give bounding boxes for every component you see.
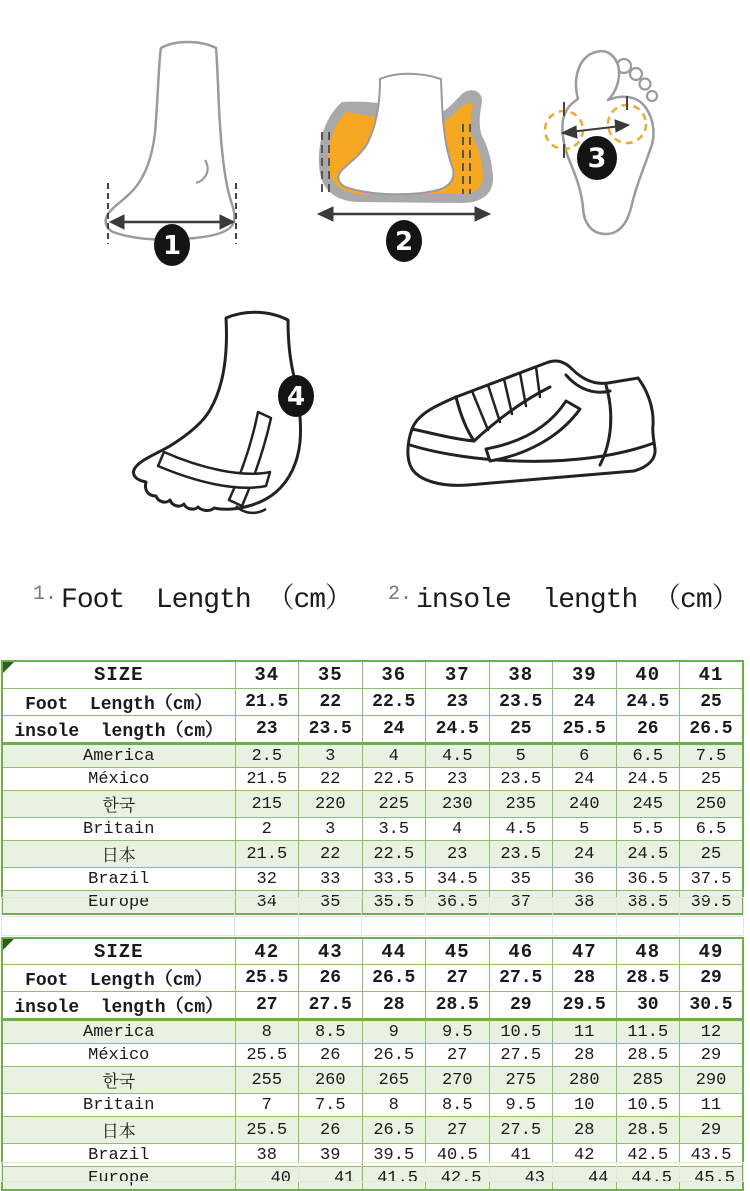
value-cell: 245 [616,791,680,818]
value-cell: 25 [489,716,553,744]
value-cell: 26.5 [362,965,426,992]
value-cell: 44 [553,1167,617,1191]
value-cell: 10.5 [489,1020,553,1044]
empty-cell [616,917,680,936]
table-row [2,818,743,841]
measure-arrow [318,207,490,221]
table-row [2,868,743,891]
empty-cell [680,898,744,917]
value-cell: 27.5 [489,1117,553,1144]
value-cell: 24.5 [616,841,680,868]
value-cell: 28.5 [616,1044,680,1067]
table-row [2,841,743,868]
value-cell: 6.5 [616,744,680,768]
value-cell: 3 [299,744,363,768]
value-cell: 30.5 [680,992,744,1020]
value-cell: 25.5 [235,1044,299,1067]
step1-number: 1. [33,583,58,606]
row-label: 한국 [2,1067,235,1094]
row-label: SIZE [2,661,235,689]
empty-cell [425,917,489,936]
value-cell: 7.5 [680,744,744,768]
empty-cell [489,1163,553,1182]
step2-label: insole length （cm） [416,585,739,616]
empty-cell [489,898,553,917]
value-cell: 22 [299,689,363,716]
empty-cell [616,898,680,917]
row-label: México [2,768,235,791]
step2-number: 2. [388,583,413,606]
value-cell: 28 [553,1044,617,1067]
clipped-grid-strip [1,1162,744,1165]
value-cell: 23.5 [489,768,553,791]
value-cell: 43.5 [680,1144,744,1167]
value-cell: 5 [553,818,617,841]
value-cell: 2 [235,818,299,841]
toe-circles [617,59,657,101]
value-cell: 42.5 [616,1144,680,1167]
value-cell: 35.5 [362,891,426,915]
value-cell: 10.5 [616,1094,680,1117]
value-cell: 11 [553,1020,617,1044]
value-cell: 28.5 [616,965,680,992]
value-cell: 45 [426,938,490,965]
value-cell: 26 [299,1044,363,1067]
empty-cell [680,917,744,936]
value-cell: 36 [362,661,426,689]
empty-cell [298,898,362,917]
empty-cell [680,1163,744,1182]
value-cell: 11.5 [616,1020,680,1044]
value-cell: 3 [299,818,363,841]
value-cell: 27 [426,1044,490,1067]
value-cell: 24.5 [616,768,680,791]
value-cell: 44 [362,938,426,965]
row-label: Brazil [2,868,235,891]
sneaker-illustration [398,345,683,495]
empty-cell [553,1163,617,1182]
value-cell: 6.5 [680,818,744,841]
value-cell: 34 [235,891,299,915]
value-cell: 43 [489,1167,553,1191]
value-cell: 215 [235,791,299,818]
value-cell: 45.5 [680,1167,744,1191]
shoe-outline [408,361,655,485]
empty-cell [553,917,617,936]
value-cell: 23.5 [489,689,553,716]
value-cell: 46 [489,938,553,965]
row-label: Foot Length（cm） [2,965,235,992]
value-cell: 42 [553,1144,617,1167]
value-cell: 24 [553,841,617,868]
value-cell: 9.5 [489,1094,553,1117]
empty-cell [425,1163,489,1182]
value-cell: 240 [553,791,617,818]
value-cell: 11 [680,1094,744,1117]
value-cell: 4.5 [489,818,553,841]
value-cell: 235 [489,791,553,818]
value-cell: 35 [299,661,363,689]
value-cell: 27.5 [489,1044,553,1067]
value-cell: 41 [680,661,744,689]
row-label: Britain [2,1094,235,1117]
empty-cell [235,898,299,917]
empty-cell [489,917,553,936]
value-cell: 24 [362,716,426,744]
table-row [2,965,743,992]
value-cell: 290 [680,1067,744,1094]
value-cell: 23.5 [299,716,363,744]
value-cell: 25.5 [553,716,617,744]
row-label: SIZE [2,938,235,965]
table-row [2,716,743,744]
value-cell: 36.5 [616,868,680,891]
row-label: 한국 [2,791,235,818]
value-cell: 22.5 [362,768,426,791]
value-cell: 41 [299,1167,363,1191]
value-cell: 22 [299,841,363,868]
value-cell: 28 [362,992,426,1020]
row-label: Brazil [2,1144,235,1167]
value-cell: 37 [426,661,490,689]
empty-cell [2,1163,235,1182]
badge-2-label: 2 [394,227,414,257]
table-row [2,992,743,1020]
badge-3-label: 3 [587,143,607,174]
value-cell: 40 [616,661,680,689]
value-cell: 36 [553,868,617,891]
table-row [2,1094,743,1117]
value-cell: 8.5 [299,1020,363,1044]
value-cell: 29 [680,965,744,992]
value-cell: 26 [299,1117,363,1144]
value-cell: 25.5 [235,965,299,992]
empty-cell [235,917,299,936]
insole-length-diagram [312,74,502,266]
empty-cell [298,917,362,936]
value-cell: 225 [362,791,426,818]
value-cell: 33.5 [362,868,426,891]
value-cell: 39 [299,1144,363,1167]
value-cell: 9 [362,1020,426,1044]
empty-cell [362,898,426,917]
value-cell: 230 [426,791,490,818]
value-cell: 37.5 [680,868,744,891]
step1-label: Foot Length （cm） [61,585,353,616]
value-cell: 39.5 [680,891,744,915]
value-cell: 34.5 [426,868,490,891]
empty-grid-rows [1,897,744,936]
row-label: Britain [2,818,235,841]
table-row [2,1044,743,1067]
value-cell: 9.5 [426,1020,490,1044]
row-label: America [2,744,235,768]
value-cell: 21.5 [235,768,299,791]
value-cell: 38 [489,661,553,689]
value-cell: 22.5 [362,689,426,716]
value-cell: 21.5 [235,689,299,716]
value-cell: 27 [426,1117,490,1144]
value-cell: 25 [680,689,744,716]
value-cell: 24.5 [426,716,490,744]
step-insole-length [388,576,739,616]
value-cell: 27.5 [299,992,363,1020]
table-row [2,744,743,768]
value-cell: 26.5 [680,716,744,744]
table-row [2,938,743,965]
value-cell: 25.5 [235,1117,299,1144]
table-row [2,689,743,716]
value-cell: 28 [553,965,617,992]
foot-length-diagram [95,38,255,273]
value-cell: 4.5 [426,744,490,768]
value-cell: 23 [426,689,490,716]
empty-cell [2,917,235,936]
value-cell: 5.5 [616,818,680,841]
empty-cell [553,898,617,917]
value-cell: 8 [235,1020,299,1044]
value-cell: 26 [616,716,680,744]
value-cell: 37 [489,891,553,915]
value-cell: 220 [299,791,363,818]
table-row [2,768,743,791]
value-cell: 38 [235,1144,299,1167]
value-cell: 35 [489,868,553,891]
foot-outline [106,42,235,240]
value-cell: 29.5 [553,992,617,1020]
table-row [2,661,743,689]
value-cell: 32 [235,868,299,891]
value-cell: 25 [680,841,744,868]
value-cell: 28 [553,1117,617,1144]
value-cell: 22 [299,768,363,791]
value-cell: 4 [362,744,426,768]
empty-cell [425,898,489,917]
empty-grid [1,897,744,936]
value-cell: 3.5 [362,818,426,841]
value-cell: 33 [299,868,363,891]
value-cell: 24.5 [616,689,680,716]
value-cell: 26.5 [362,1117,426,1144]
value-cell: 23 [426,841,490,868]
row-label: America [2,1020,235,1044]
row-label: insole length（cm） [2,716,235,744]
value-cell: 36.5 [426,891,490,915]
size-table-34-41-wrap [1,660,745,915]
value-cell: 21.5 [235,841,299,868]
value-cell: 42 [235,938,299,965]
table-row [2,1067,743,1094]
empty-cell [362,1163,426,1182]
value-cell: 26.5 [362,1044,426,1067]
row-label: Europe [2,1167,235,1191]
instep-girth-diagram [108,312,358,517]
value-cell: 27.5 [489,965,553,992]
row-label: México [2,1044,235,1067]
row-label: Europe [2,891,235,915]
value-cell: 265 [362,1067,426,1094]
value-cell: 27 [426,965,490,992]
value-cell: 24 [553,768,617,791]
value-cell: 44.5 [616,1167,680,1191]
row-label: 日本 [2,1117,235,1144]
value-cell: 10 [553,1094,617,1117]
value-cell: 40 [235,1167,299,1191]
value-cell: 24 [553,689,617,716]
value-cell: 39 [553,661,617,689]
value-cell: 6 [553,744,617,768]
value-cell: 40.5 [426,1144,490,1167]
value-cell: 29 [489,992,553,1020]
value-cell: 38 [553,891,617,915]
table-row [2,1117,743,1144]
badge-1-label: 1 [162,231,182,261]
value-cell: 260 [299,1067,363,1094]
value-cell: 30 [616,992,680,1020]
value-cell: 285 [616,1067,680,1094]
row-label: Foot Length（cm） [2,689,235,716]
value-cell: 41.5 [362,1167,426,1191]
value-cell: 26 [299,965,363,992]
value-cell: 250 [680,791,744,818]
value-cell: 27 [235,992,299,1020]
size-table-2 [1,937,744,1191]
empty-cell [235,1163,299,1182]
value-cell: 39.5 [362,1144,426,1167]
row-label: insole length（cm） [2,992,235,1020]
value-cell: 41 [489,1144,553,1167]
value-cell: 5 [489,744,553,768]
value-cell: 270 [426,1067,490,1094]
step-foot-length [33,576,352,616]
value-cell: 4 [426,818,490,841]
badge-4-label: 4 [286,382,306,412]
empty-cell [298,1163,362,1182]
measure-instructions [0,576,750,622]
table-row [2,791,743,818]
size-table-1 [1,660,744,915]
value-cell: 35 [299,891,363,915]
value-cell: 43 [299,938,363,965]
empty-cell [616,1163,680,1182]
value-cell: 275 [489,1067,553,1094]
value-cell: 47 [553,938,617,965]
value-cell: 280 [553,1067,617,1094]
value-cell: 22.5 [362,841,426,868]
empty-cell [2,898,235,917]
value-cell: 255 [235,1067,299,1094]
row-label: 日本 [2,841,235,868]
empty-cell [362,917,426,936]
value-cell: 23.5 [489,841,553,868]
value-cell: 49 [680,938,744,965]
value-cell: 28.5 [426,992,490,1020]
value-cell: 29 [680,1044,744,1067]
value-cell: 42.5 [426,1167,490,1191]
empty-grid [1,1162,744,1182]
table-row [2,1020,743,1044]
value-cell: 48 [616,938,680,965]
foot-width-diagram [528,44,718,244]
value-cell: 38.5 [616,891,680,915]
size-table-42-49-wrap [1,937,745,1191]
value-cell: 23 [235,716,299,744]
value-cell: 2.5 [235,744,299,768]
value-cell: 8.5 [426,1094,490,1117]
value-cell: 23 [426,768,490,791]
value-cell: 28.5 [616,1117,680,1144]
value-cell: 34 [235,661,299,689]
value-cell: 8 [362,1094,426,1117]
value-cell: 7.5 [299,1094,363,1117]
value-cell: 29 [680,1117,744,1144]
value-cell: 7 [235,1094,299,1117]
value-cell: 25 [680,768,744,791]
value-cell: 12 [680,1020,744,1044]
